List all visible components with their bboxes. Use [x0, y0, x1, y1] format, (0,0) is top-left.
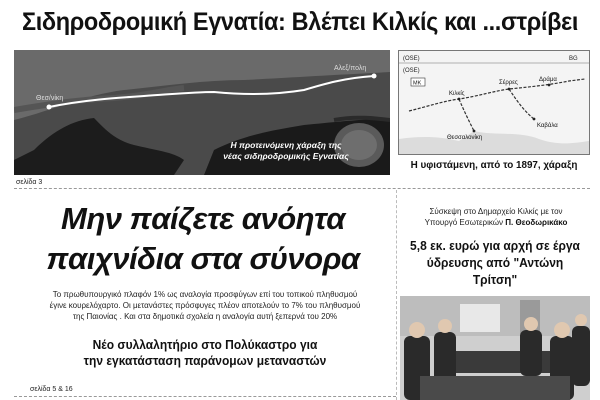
- right-headline-line1: 5,8 εκ. ευρώ για αρχή σε έργα: [410, 239, 580, 253]
- subheadline-line1: Νέο συλλαλητήριο στο Πολύκαστρο για: [92, 338, 318, 352]
- meeting-photo-graphic: [400, 296, 590, 400]
- divider: [14, 188, 590, 189]
- article-summary: [32, 289, 378, 322]
- summary-line3: της Παιονίας . Και στα δημοτικά σχολεία η αναλογία αυτή ξεπερνά του 20%: [72, 312, 338, 321]
- map-caption: Η υφιστάμενη, από το 1897, χάραξη: [410, 159, 578, 171]
- map-label-ose-2: (OSE): [403, 68, 420, 74]
- right-kicker: [402, 206, 590, 228]
- main-title-line2: παιχνίδια στα σύνορα: [46, 241, 360, 276]
- meeting-photo[interactable]: [400, 296, 590, 400]
- map-label-mk: MK: [413, 80, 422, 87]
- satellite-caption-line2: νέας σιδηροδρομικής Εγνατίας: [223, 151, 349, 161]
- page-ref-5-16[interactable]: σελίδα 5 & 16: [30, 386, 73, 393]
- main-title-line1: Μην παίζετε ανόητα: [61, 201, 345, 236]
- map-label-bg: BG: [569, 56, 578, 62]
- satellite-caption: [196, 140, 376, 162]
- map-label-kilkis: Κιλκίς: [449, 91, 465, 97]
- map-label-kavala: Καβάλα: [537, 123, 558, 129]
- page-ref-3[interactable]: σελίδα 3: [16, 179, 43, 186]
- kicker-line1: Σύσκεψη στο Δημαρχείο Κιλκίς με τον: [429, 207, 563, 216]
- summary-line1: Το πρωθυπουργικό πλαφόν 1% ως αναλογία προσφύγων επί του τοπικού πληθυσμού: [52, 290, 358, 299]
- main-title[interactable]: [30, 199, 376, 279]
- column-divider: [396, 190, 397, 400]
- subheadline[interactable]: [47, 337, 364, 369]
- map-label-drama: Δράμα: [539, 77, 557, 83]
- satellite-label-right: Αλεξ/πολη: [334, 65, 367, 72]
- headline[interactable]: Σιδηροδρομική Εγνατία: Βλέπει Κιλκίς και ...στρίβει: [22, 8, 578, 36]
- satellite-label-left: Θεσ/νίκη: [36, 95, 64, 102]
- kicker-line2-prefix: Υπουργό Εσωτερικών: [424, 218, 504, 227]
- kicker-line2: [402, 217, 590, 228]
- satellite-caption-line1: Η προτεινόμενη χάραξη της: [230, 140, 342, 150]
- divider: [14, 396, 396, 397]
- map-label-thessaloniki: Θεσσαλονίκη: [447, 135, 483, 141]
- subheadline-line2: την εγκατάσταση παράνομων μεταναστών: [83, 354, 327, 368]
- right-headline-line2: ύδρευσης από "Αντώνη Τρίτση": [426, 256, 564, 287]
- minister-name: Π. Θεοδωρικάκο: [505, 218, 568, 227]
- map-label-ose-1: (OSE): [403, 56, 420, 62]
- summary-line2: έγινε κουρελόχαρτο. Οι μετανάστες πρόσφυγες πλέον αποτελούν το 7% του πληθυσμού: [49, 301, 361, 310]
- map-label-serres: Σέρρες: [499, 80, 518, 86]
- railway-map-graphic: [399, 51, 589, 154]
- right-headline[interactable]: [404, 238, 586, 289]
- railway-map-image[interactable]: [398, 50, 590, 155]
